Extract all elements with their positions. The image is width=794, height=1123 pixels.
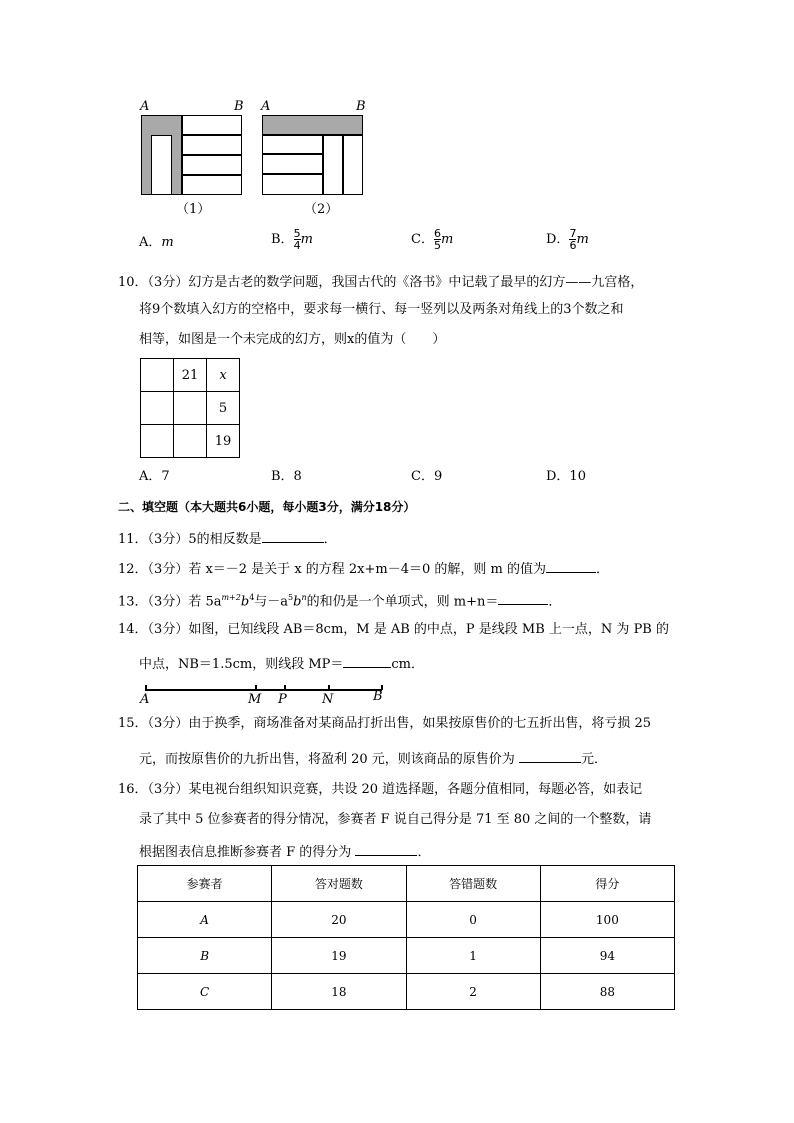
point-p: P [278,692,287,707]
q13: 13．（3分）若 $5a^{m+2}b^4$与$-a^5b^n$的和仍是一个单项式，则 m+n＝ ． [118,593,562,610]
q9-option-b[interactable]: B． $\frac{5}{4}$ m [271,227,313,252]
table-row: A 20 0 100 [138,902,675,938]
q15-line-1: 15．（3分）由于换季，商场准备对某商品打折出售，如果按原售价的七五折出售，将亏损 25 [118,716,651,731]
point-b-label: B [356,99,366,114]
point-m: M [248,692,262,707]
q10-option-d[interactable]: D．10 [546,469,586,484]
q10-option-a[interactable]: A．7 [139,469,170,484]
q10-line-2: 将9个数填入幻方的空格中，要求每一横行、每一竖列以及两条对角线上的3个数之和 [139,302,624,317]
magic-square: 21 x 5 19 [140,358,240,458]
point-a: A [140,692,150,707]
q14-line-2: 中点，NB＝1.5cm，则线段 MP＝ cm． [139,657,425,672]
point-a-label: A [261,99,271,114]
figure-2-caption: （2） [304,202,339,217]
table-row: B 19 1 94 [138,938,675,974]
q14-line-1: 14．（3分）如图，已知线段 AB＝8cm，M 是 AB 的中点，P 是线段 MB 上一点，N 为 PB 的 [118,622,669,637]
q11: 11．（3分）5的相反数是 ． [118,532,337,547]
score-table [137,865,675,1010]
figure-1-caption: （1） [176,202,211,217]
q10-line-1: 10．（3分）幻方是古老的数学问题，我国古代的《洛书》中记载了最早的幻方——九宫格， [118,275,644,290]
q16-line-1: 16．（3分）某电视台组织知识竞赛，共设 20 道选择题，各题分值相同，每题必答，如表记 [118,782,643,797]
q10-option-c[interactable]: C．9 [411,469,443,484]
q10-line-3: 相等，如图是一个未完成的幻方，则x的值为（ ） [139,332,446,347]
point-n: N [322,692,334,707]
q12: 12．（3分）若 x＝－2 是关于 x 的方程 2x+m－4＝0 的解，则 m 的值为 ． [118,562,610,577]
q10-option-b[interactable]: B．8 [271,469,302,484]
q9-option-a[interactable]: A．m [139,235,174,250]
section-heading: 二、填空题（本大题共6小题，每小题3分，满分18分） [118,500,416,514]
point-a-label: A [140,99,150,114]
point-b: B [373,689,383,704]
table-row: C 18 2 88 [138,974,675,1010]
q16-line-3: 根据图表信息推断参赛者 F 的得分为 ． [139,845,431,860]
q9-option-c[interactable]: C． $\frac{6}{5}$ m [411,227,454,252]
q9-option-d[interactable]: D． $\frac{7}{6}$ m [546,227,589,252]
point-b-label: B [234,99,244,114]
table-header: 参赛者 答对题数 答错题数 得分 [138,866,675,902]
q15-line-2: 元，而按原售价的九折出售，将盈利 20 元，则该商品的原售价为 元． [139,752,607,767]
q16-line-2: 录了其中 5 位参赛者的得分情况，参赛者 F 说自己得分是 71 至 80 之间的一个整数，请 [139,812,652,827]
